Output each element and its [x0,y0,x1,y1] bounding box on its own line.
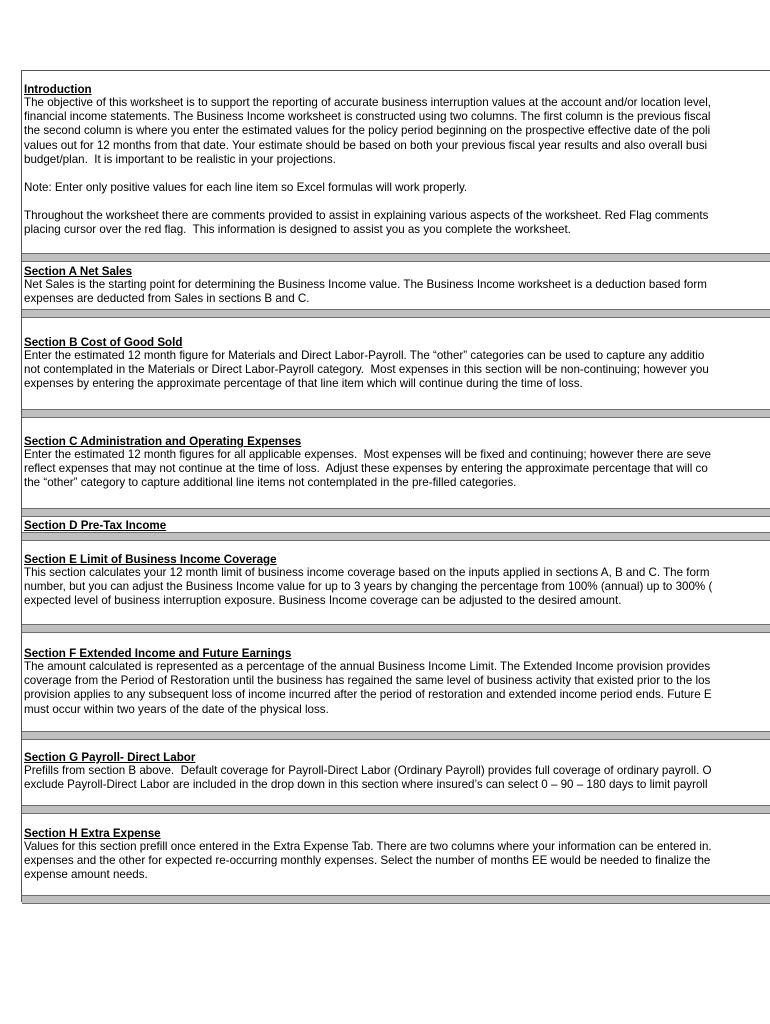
worksheet-instructions [21,70,770,882]
section-divider [22,309,770,318]
intro-line: the second column is where you enter the estimated values for the policy period beginning on the prospective effective date of the poli [24,124,711,138]
section-f-line: coverage from the Period of Restoration until the business has regained the same level of business activity that existed prior to the los [24,674,711,688]
section-h-line: expense amount needs. [24,868,148,882]
section-g-line: exclude Payroll-Direct Labor are included in the drop down in this section where insured’s can select 0 – 90 – 180 days to limit payroll [24,778,708,792]
intro-heading: Introduction [24,83,92,96]
section-e-line: This section calculates your 12 month limit of business income coverage based on the inputs applied in sections A, B and C. The form [24,566,710,579]
section-a-block [22,265,770,306]
section-a-line: expenses are deducted from Sales in sections B and C. [24,292,310,306]
section-h-line: Values for this section prefill once entered in the Extra Expense Tab. There are two columns where your information can be entered in. [24,840,712,853]
intro-line: The objective of this worksheet is to support the reporting of accurate business interruption values at the account and/or location level, [24,96,711,109]
section-c-line: the “other” category to capture additional line items not contemplated in the pre-filled categories. [24,476,517,490]
section-divider [22,409,770,418]
section-divider [22,253,770,262]
section-b-line: Enter the estimated 12 month figure for Materials and Direct Labor-Payroll. The “other” categories can be used to capture any additio [24,349,705,362]
section-f-line: provision applies to any subsequent loss of income incurred after the period of restoration and extended income period ends. Future E [24,688,712,702]
section-e-line: expected level of business interruption exposure. Business Income coverage can be adjusted to the desired amount. [24,594,622,608]
section-f-block [22,647,770,717]
intro-line: placing cursor over the red flag. This information is designed to assist you as you complete the worksheet. [24,223,571,237]
section-h-line: expenses and the other for expected re-occurring monthly expenses. Select the number of months EE would be needed to finalize the [24,854,711,868]
section-f-line: The amount calculated is represented as a percentage of the annual Business Income Limit. The Extended Income provision provides [24,660,711,673]
section-b-block [22,336,770,392]
intro-line: Throughout the worksheet there are comments provided to assist in explaining various aspects of the worksheet. Red Flag comments [24,209,709,223]
section-divider [22,731,770,740]
section-f-heading: Section F Extended Income and Future Earnings [24,647,292,660]
section-d-block [22,519,770,532]
section-d-heading: Section D Pre-Tax Income [24,519,167,532]
section-e-heading: Section E Limit of Business Income Coverage [24,553,277,566]
intro-line: budget/plan. It is important to be realistic in your projections. [24,152,336,166]
section-b-line: not contemplated in the Materials or Direct Labor-Payroll category. Most expenses in this section will be non-continuing; however you [24,363,709,377]
section-c-block [22,435,770,491]
section-b-heading: Section B Cost of Good Sold [24,336,183,349]
section-a-line: Net Sales is the starting point for determining the Business Income value. The Business Income worksheet is a deduction based form [24,278,707,291]
section-g-block [22,751,770,792]
section-c-line: Enter the estimated 12 month figures for all applicable expenses. Most expenses will be fixed and continuing; however there are seve [24,448,711,461]
section-b-line: expenses by entering the approximate percentage of that line item which will continue during the time of loss. [24,377,583,391]
section-f-line: must occur within two years of the date of the physical loss. [24,702,329,716]
section-c-line: reflect expenses that may not continue at the time of loss. Adjust these expenses by entering the approximate percentage that will co [24,462,708,476]
section-h-heading: Section H Extra Expense [24,827,161,840]
section-g-line: Prefills from section B above. Default coverage for Payroll-Direct Labor (Ordinary Payroll) provides full coverage of ordinary payroll. O [24,764,712,777]
section-divider [22,624,770,633]
section-divider [22,508,770,517]
intro-block [22,83,770,238]
section-e-line: number, but you can adjust the Business Income value for up to 3 years by changing the percentage from 100% (annual) up to 300% ( [24,580,713,594]
intro-line: financial income statements. The Business Income worksheet is constructed using two columns. The first column is the previous fiscal [24,110,711,124]
section-a-heading: Section A Net Sales [24,265,133,278]
section-h-block [22,827,770,883]
section-divider [22,532,770,541]
section-g-heading: Section G Payroll- Direct Labor [24,751,196,764]
section-divider [22,805,770,814]
section-e-block [22,553,770,609]
section-divider [22,895,770,904]
intro-note: Note: Enter only positive values for each line item so Excel formulas will work properly. [24,181,468,195]
intro-line: values out for 12 months from that date. Your estimate should be based on both your previous fiscal year results and also overall busi [24,138,708,152]
section-c-heading: Section C Administration and Operating Expenses [24,435,302,448]
